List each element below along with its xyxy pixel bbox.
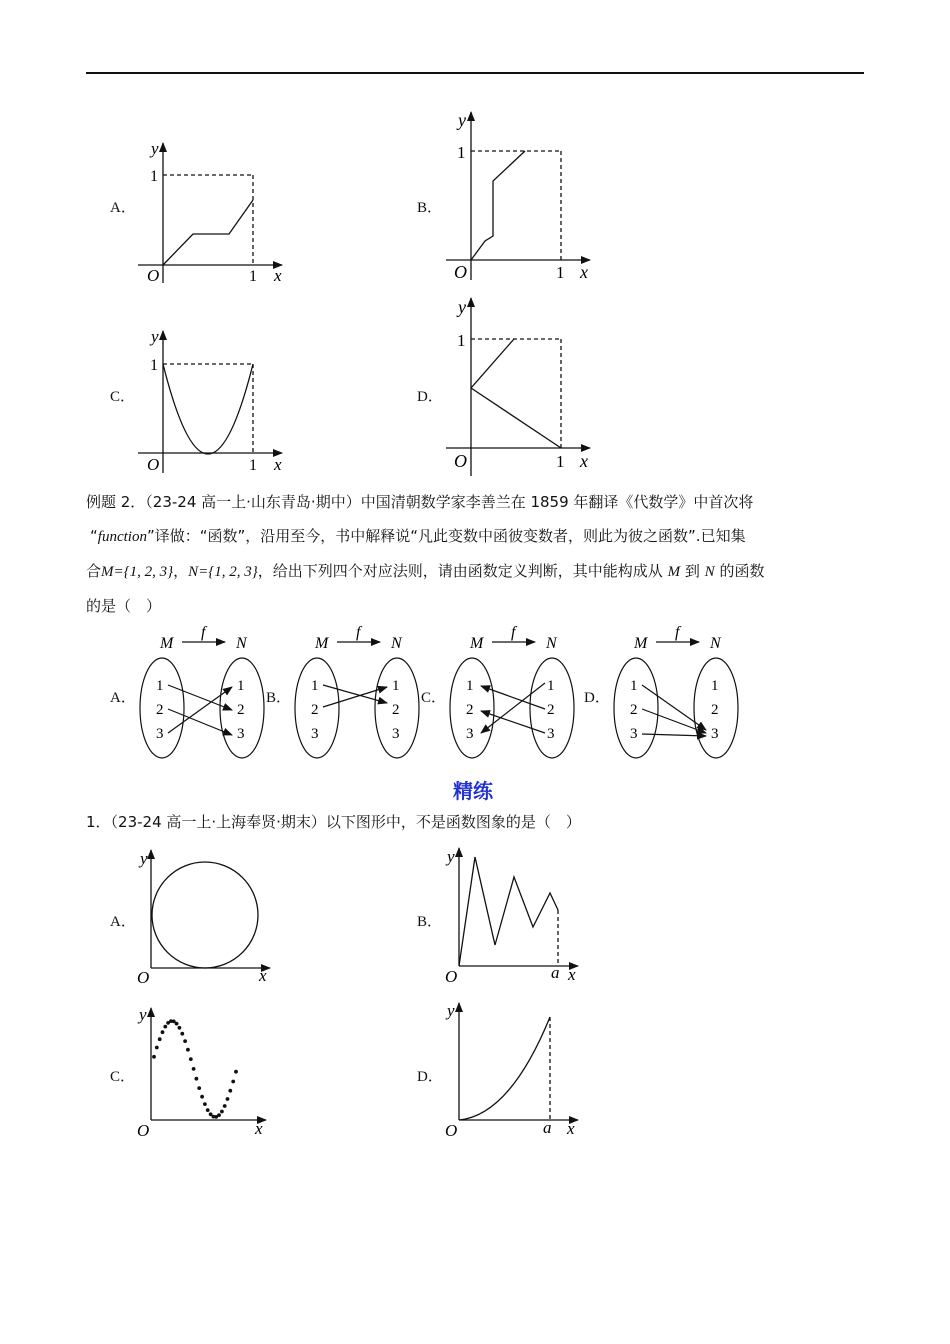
mapping-b-N: N	[391, 635, 402, 652]
example2-line3-mid: ，给出下列四个对应法则，请由函数定义判断，其中能构成从	[257, 562, 663, 580]
example2-line2	[86, 519, 876, 554]
from-set: M	[667, 564, 681, 580]
mapping-b-r1: 1	[392, 678, 400, 694]
mapping-a-f: f	[201, 624, 206, 641]
graph-2b	[459, 848, 578, 966]
set-N-symbol: N	[188, 564, 199, 580]
mapping-c-label[interactable]: C．	[421, 690, 447, 706]
mapping-b-r3: 3	[392, 726, 400, 742]
mapping-c-M: M	[470, 635, 484, 652]
wave-dot	[186, 1048, 190, 1052]
wave-dot	[197, 1086, 201, 1090]
graph-2a-label[interactable]: A．	[110, 914, 136, 930]
wave-dot	[155, 1046, 159, 1050]
graph-1d	[446, 298, 590, 476]
graph-1c-origin: O	[147, 455, 160, 474]
wave-dot	[175, 1022, 179, 1026]
mapping-a-l3: 3	[156, 726, 164, 742]
wave-dot	[183, 1039, 187, 1043]
graph-1d-yaxis: y	[458, 297, 466, 317]
wave-dot	[189, 1057, 193, 1061]
graph-1d-xtick: 1	[556, 452, 565, 471]
wave-dot	[161, 1030, 165, 1034]
wave-dot	[231, 1080, 235, 1084]
wave-dot	[152, 1055, 156, 1059]
graph-2a-yaxis: y	[140, 849, 148, 868]
mapping-a-l2: 2	[156, 702, 164, 718]
graph-1a-yaxis: y	[151, 139, 159, 158]
mapping-b-l2: 2	[311, 702, 319, 718]
graph-2b-origin: O	[445, 967, 458, 986]
to-word: 到	[684, 562, 700, 580]
graph-1c-xaxis: x	[274, 455, 282, 474]
graph-1b-origin: O	[454, 262, 467, 282]
example2-text	[86, 485, 876, 623]
graph-1d-ytick: 1	[457, 331, 466, 350]
set-N-value: ={1, 2, 3}	[198, 564, 258, 580]
mapping-a-r3: 3	[237, 726, 245, 742]
graph-1d-origin: O	[454, 451, 467, 471]
mapping-b-M: M	[315, 635, 329, 652]
wave-dot	[195, 1077, 199, 1081]
graph-2c-origin: O	[137, 1121, 150, 1140]
mapping-d-label[interactable]: D．	[584, 690, 610, 706]
graph-1c-yaxis: y	[151, 327, 159, 346]
mapping-a-label[interactable]: A．	[110, 690, 136, 706]
graph-1b	[446, 112, 590, 280]
wave-dot	[178, 1026, 182, 1030]
graph-1c	[138, 331, 282, 473]
mapping-a-r2: 2	[237, 702, 245, 718]
graph-1a-xtick: 1	[249, 268, 257, 285]
graph-2d	[459, 1003, 578, 1120]
graph-2d-xtick: a	[543, 1118, 552, 1137]
wave-dot	[220, 1110, 224, 1114]
mapping-d-r1: 1	[711, 678, 719, 694]
graph-2d-xaxis: x	[567, 1119, 575, 1138]
wave-dot	[226, 1097, 230, 1101]
mapping-b-r2: 2	[392, 702, 400, 718]
to-set: N	[704, 564, 715, 580]
graph-2a-origin: O	[137, 968, 150, 987]
graph-1d-label[interactable]: D．	[417, 389, 443, 405]
mapping-c-l2: 2	[466, 702, 474, 718]
mapping-a-M: M	[160, 635, 174, 652]
section-title: 精练	[453, 779, 493, 803]
question1-text: 1．（23-24 高一上·上海奉贤·期末）以下图形中，不是函数图象的是（ ）	[86, 813, 581, 831]
function-word: function	[97, 529, 147, 545]
graph-1b-xaxis: x	[580, 262, 588, 282]
graph-1a-xaxis: x	[274, 266, 282, 285]
example2-line2-rest: ”译做：“函数”，沿用至今，书中解释说“凡此变数中函彼变数者，则此为彼之函数”.已知集	[146, 527, 746, 545]
quote-open: “	[90, 527, 98, 545]
graph-1b-ytick: 1	[457, 143, 466, 162]
mapping-b-l1: 1	[311, 678, 319, 694]
mapping-c-l3: 3	[466, 726, 474, 742]
mapping-d-M: M	[634, 635, 648, 652]
wave-dot	[180, 1032, 184, 1036]
graph-2d-label[interactable]: D．	[417, 1069, 443, 1085]
graph-2c	[151, 1008, 266, 1120]
mapping-d-l1: 1	[630, 678, 638, 694]
mapping-a-N: N	[236, 635, 247, 652]
set-M-value: ={1, 2, 3}	[113, 564, 174, 580]
mapping-a-r1: 1	[237, 678, 245, 694]
graph-2c-label[interactable]: C．	[110, 1069, 136, 1085]
graph-2b-xaxis: x	[568, 965, 576, 984]
graph-1a-ytick: 1	[150, 168, 158, 185]
wave-dot	[163, 1025, 167, 1029]
mapping-c-f: f	[511, 624, 516, 641]
wave-dot	[192, 1067, 196, 1071]
mapping-a-l1: 1	[156, 678, 164, 694]
set-M-symbol: M	[101, 564, 114, 580]
graph-2b-label[interactable]: B．	[417, 914, 443, 930]
mapping-c-N: N	[546, 635, 557, 652]
graph-2d-yaxis: y	[447, 1001, 455, 1020]
graph-2c-dots	[152, 1019, 238, 1119]
mapping-d-r2: 2	[711, 702, 719, 718]
mapping-d-l3: 3	[630, 726, 638, 742]
graph-1b-xtick: 1	[556, 263, 565, 282]
mapping-c-r2: 2	[547, 702, 555, 718]
mapping-c-r3: 3	[547, 726, 555, 742]
mapping-d-l2: 2	[630, 702, 638, 718]
graph-1c-ytick: 1	[150, 357, 158, 374]
graph-1b-label[interactable]: B．	[417, 200, 443, 216]
graph-1a-origin: O	[147, 266, 160, 285]
graph-2b-yaxis: y	[447, 847, 455, 866]
graph-1d-xaxis: x	[580, 451, 588, 471]
comma: ，	[173, 562, 189, 580]
graph-1c-xtick: 1	[249, 457, 257, 474]
graph-1b-yaxis: y	[458, 110, 466, 130]
example2-line1: 例题 2．（23-24 高一上·山东青岛·期中）中国清朝数学家李善兰在 1859 年翻译《代数学》中首次将	[86, 493, 754, 511]
mapping-c-r1: 1	[547, 678, 555, 694]
graph-2c-yaxis: y	[139, 1005, 147, 1024]
graph-1c-label[interactable]: C．	[110, 389, 136, 405]
wave-dot	[228, 1089, 232, 1093]
wave-dot	[234, 1070, 238, 1074]
he-char: 合	[86, 562, 102, 580]
mapping-d-N: N	[710, 635, 721, 652]
graph-1a	[138, 143, 282, 283]
wave-dot	[206, 1108, 210, 1112]
graph-2d-origin: O	[445, 1121, 458, 1140]
mapping-d-f: f	[675, 624, 680, 641]
mapping-b-label[interactable]: B．	[266, 690, 292, 706]
mapping-c-l1: 1	[466, 678, 474, 694]
wave-dot	[217, 1113, 221, 1117]
graph-1a-label[interactable]: A．	[110, 200, 136, 216]
wave-dot	[200, 1095, 204, 1099]
graph-2b-xtick: a	[551, 963, 560, 982]
example2-line4: 的是（ ）	[86, 597, 162, 615]
example2-line3-end: 的函数	[719, 562, 765, 580]
mapping-d-r3: 3	[711, 726, 719, 742]
graph-2a	[151, 850, 270, 968]
graph-2c-xaxis: x	[255, 1119, 263, 1138]
mapping-b-l3: 3	[311, 726, 319, 742]
mapping-b-f: f	[356, 624, 361, 641]
wave-dot	[223, 1104, 227, 1108]
wave-dot	[158, 1037, 162, 1041]
wave-dot	[203, 1102, 207, 1106]
example2-line3	[86, 554, 876, 589]
graph-2a-xaxis: x	[259, 966, 267, 985]
